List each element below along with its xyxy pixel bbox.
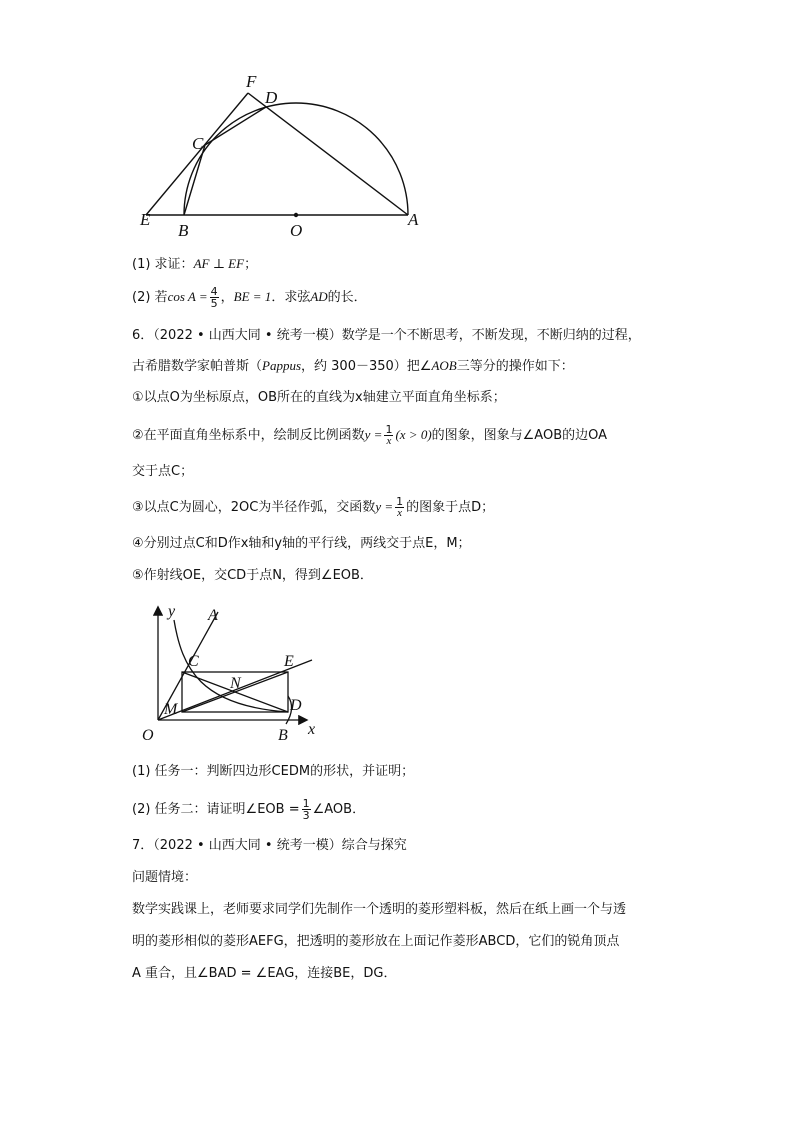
- label-d: D: [265, 88, 278, 107]
- label-m: M: [164, 701, 178, 718]
- label-c: C: [192, 134, 204, 153]
- label-b2: B: [278, 727, 288, 744]
- q6-step3: ③以点C为圆心，2OC为半径作弧，交函数y = $\frac{1}{x}$ 的图象于点D；: [132, 495, 495, 519]
- point-o: [294, 213, 298, 217]
- label-e: E: [140, 210, 151, 229]
- q6-line2: 古希腊数学家帕普斯（Pappus，约 300－350）把∠AOB三等分的操作如下：: [132, 358, 574, 374]
- label-c2: C: [188, 653, 199, 670]
- semicircle-arc: [184, 103, 408, 215]
- label-o: O: [290, 221, 303, 240]
- q7-paragraph-line1: 数学实践课上，老师要求同学们先制作一个透明的菱形塑料板，然后在纸上画一个与透: [132, 902, 627, 917]
- label-x: x: [308, 721, 316, 738]
- label-e2: E: [284, 653, 294, 670]
- q7-heading: 7．（2022 • 山西大同 • 统考一模）综合与探究: [132, 838, 407, 853]
- q7-paragraph-line3: A 重合，且∠BAD = ∠EAG，连接BE，DG．: [132, 966, 397, 981]
- q6-step4: ④分别过点C和D作x轴和y轴的平行线，两线交于点E，M；: [132, 536, 471, 551]
- label-y: y: [168, 603, 176, 620]
- label-b: B: [178, 221, 189, 240]
- label-n: N: [230, 675, 241, 692]
- q7-context: 问题情境：: [132, 870, 198, 885]
- line-cd: [205, 107, 266, 145]
- label-d2: D: [290, 697, 302, 714]
- line-ef: [146, 93, 248, 215]
- label-f: F: [246, 72, 257, 91]
- q6-step2: ②在平面直角坐标系中，绘制反比例函数y = $\frac{1}{x}$ (x > 0)的图象，图象与∠AOB的边OA: [132, 423, 608, 447]
- q6-step5: ⑤作射线OE，交CD于点N，得到∠EOB．: [132, 568, 373, 583]
- q5-part1: (1) 求证：AF ⊥ EF；: [132, 256, 258, 272]
- line-cb: [184, 145, 205, 215]
- q6-task2: (2) 任务二：请证明∠EOB = $\frac{1}{3}$ ∠AOB．: [132, 797, 366, 822]
- line-fa: [248, 93, 408, 215]
- label-a2: A: [208, 607, 218, 624]
- q6-step1: ①以点O为坐标原点，OB所在的直线为x轴建立平面直角坐标系；: [132, 390, 506, 405]
- q5-part2: (2) 若cos A = $\frac{4}{5}$ ，BE = 1．求弦AD的长．: [132, 285, 367, 310]
- q6-step2-cont: 交于点C；: [132, 464, 194, 479]
- q6-task1: (1) 任务一：判断四边形CEDM的形状，并证明；: [132, 764, 415, 779]
- q6-heading: 6．（2022 • 山西大同 • 统考一模）数学是一个不断思考，不断发现，不断归纳的过程，: [132, 328, 641, 343]
- label-a: A: [408, 210, 419, 229]
- q7-paragraph-line2: 明的菱形相似的菱形AEFG，把透明的菱形放在上面记作菱形ABCD，它们的锐角顶点: [132, 934, 620, 949]
- label-o2: O: [142, 727, 154, 744]
- figure-semicircle: [130, 65, 430, 245]
- figure-coordinate: [130, 598, 330, 748]
